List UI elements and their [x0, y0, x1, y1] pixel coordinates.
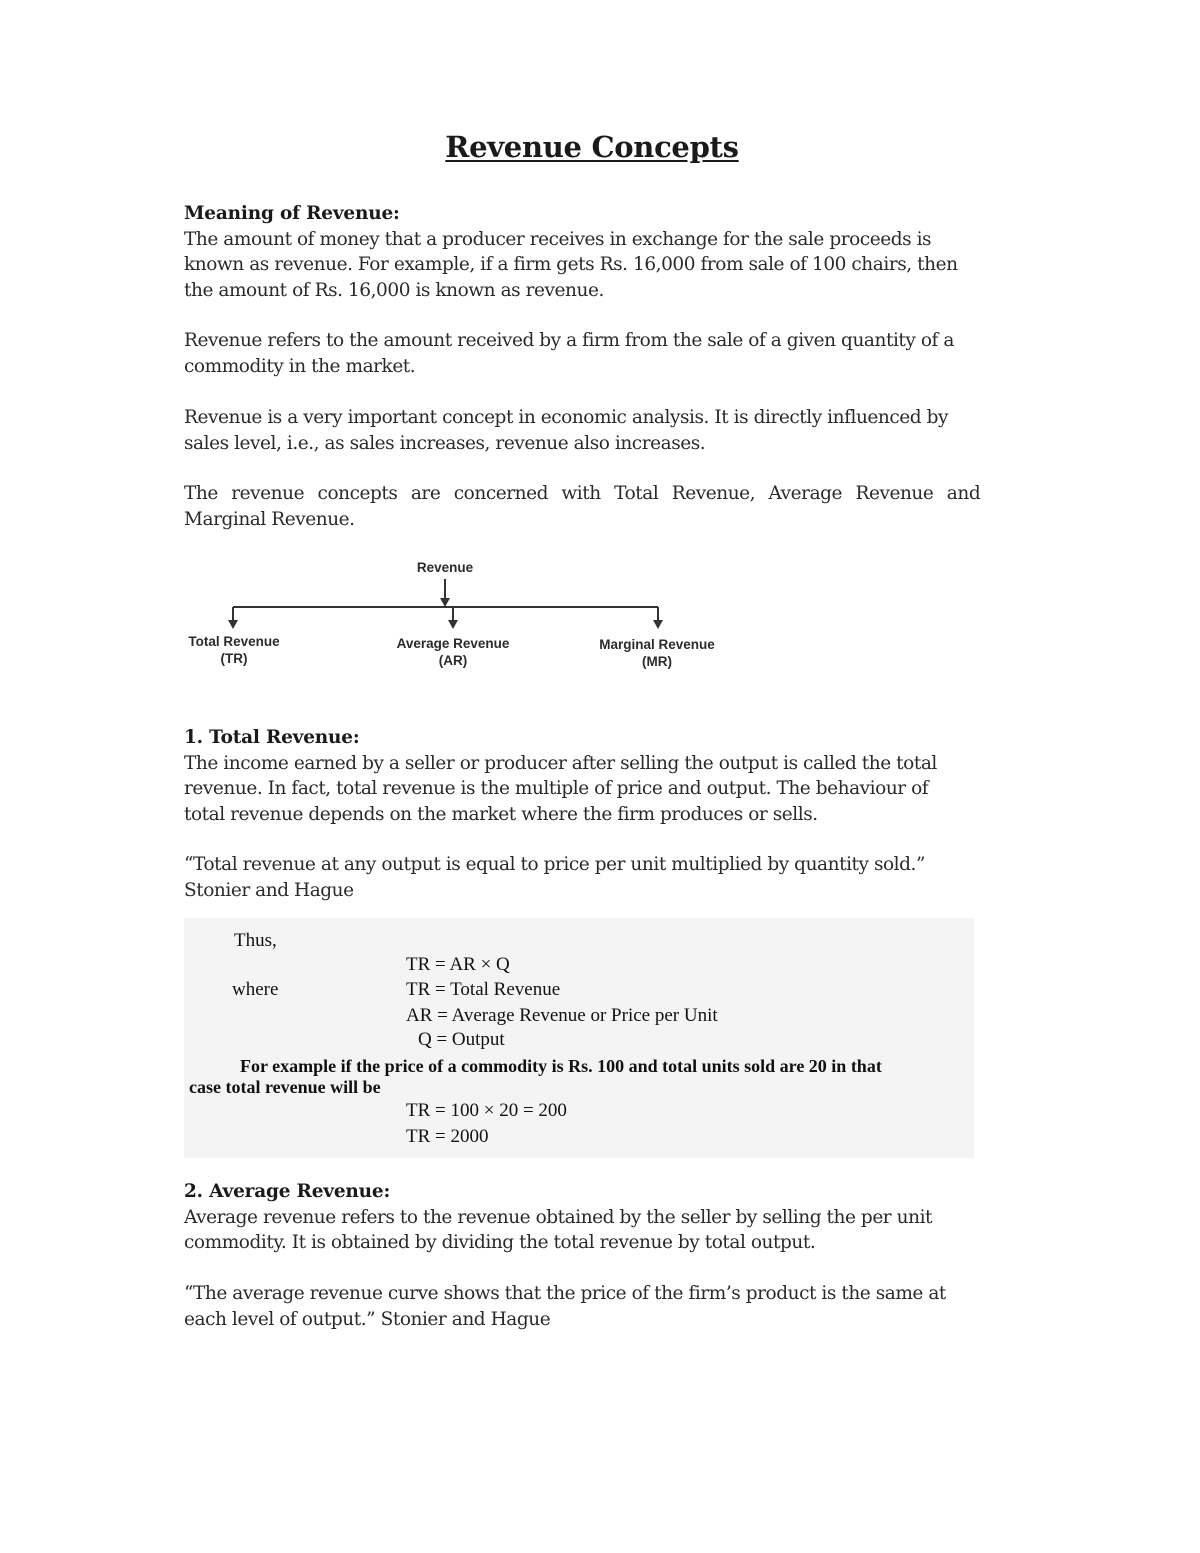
- para2-line-1: Revenue refers to the amount received by a firm from the sale of a given quantity of a: [184, 330, 954, 351]
- tr-abbrev: (TR): [220, 651, 248, 666]
- total-revenue-heading: 1. Total Revenue:: [184, 727, 360, 748]
- tr-quote-line-2: Stonier and Hague: [184, 879, 354, 901]
- para2-line-2: commodity in the market.: [184, 355, 416, 377]
- mr-abbrev: (MR): [642, 654, 672, 669]
- total-revenue-quote: [184, 852, 1016, 903]
- average-revenue-section: [184, 1179, 1016, 1256]
- meaning-section: [184, 201, 1016, 303]
- formula-def-q: Q = Output: [418, 1029, 505, 1050]
- ar-arrowhead: [448, 620, 458, 629]
- tr-label: Total Revenue: [188, 634, 280, 649]
- para3-line-2: sales level, i.e., as sales increases, revenue also increases.: [184, 432, 706, 454]
- formula-def-ar: AR = Average Revenue or Price per Unit: [406, 1005, 718, 1026]
- formula-def-tr: TR = Total Revenue: [406, 979, 561, 1000]
- root-arrowhead: [440, 598, 450, 607]
- total-revenue-section: [184, 725, 1016, 827]
- average-revenue-heading: 2. Average Revenue:: [184, 1181, 391, 1202]
- page-title: Revenue Concepts: [445, 130, 739, 164]
- ar-label: Average Revenue: [396, 636, 510, 651]
- tr-line-1: The income earned by a seller or producer after selling the output is called the total: [184, 752, 937, 774]
- formula-thus: Thus,: [234, 930, 277, 951]
- formula-box: [184, 918, 974, 1158]
- ar-quote-line-2: each level of output.” Stonier and Hague: [184, 1308, 551, 1330]
- tr-arrowhead: [228, 620, 238, 629]
- diagram-node-tr: [178, 633, 290, 667]
- diagram-node-ar: [388, 635, 518, 669]
- formula-calc-1: TR = 100 × 20 = 200: [406, 1100, 567, 1121]
- mr-label: Marginal Revenue: [599, 637, 715, 652]
- formula-eq-tr: TR = AR × Q: [406, 954, 510, 975]
- ar-line-1: Average revenue refers to the revenue obtained by the seller by selling the per unit: [184, 1206, 933, 1228]
- tr-line-3: total revenue depends on the market where the firm produces or sells.: [184, 803, 818, 825]
- ar-line-2: commodity. It is obtained by dividing the total revenue by total output.: [184, 1232, 816, 1254]
- para3-line-1: Revenue is a very important concept in economic analysis. It is directly influenced by: [184, 407, 948, 428]
- meaning-line-3: the amount of Rs. 16,000 is known as revenue.: [184, 279, 604, 301]
- paragraph-4: [184, 481, 1016, 532]
- para4-line-1: The revenue concepts are concerned with Total Revenue, Average Revenue and: [184, 483, 981, 504]
- formula-where: where: [232, 979, 279, 1000]
- formula-example-line-2: case total revenue will be: [189, 1077, 381, 1097]
- tr-line-2: revenue. In fact, total revenue is the multiple of price and output. The behaviour of: [184, 778, 929, 800]
- meaning-heading: Meaning of Revenue:: [184, 203, 400, 224]
- diagram-node-mr: [592, 636, 722, 670]
- paragraph-2: [184, 328, 1016, 379]
- meaning-line-2: known as revenue. For example, if a firm gets Rs. 16,000 from sale of 100 chairs, then: [184, 254, 958, 276]
- ar-abbrev: (AR): [438, 653, 468, 668]
- paragraph-3: [184, 405, 1016, 456]
- average-revenue-quote: [184, 1281, 1016, 1332]
- ar-quote-line-1: “The average revenue curve shows that the price of the firm’s product is the same at: [184, 1283, 946, 1304]
- tr-quote-line-1: “Total revenue at any output is equal to price per unit multiplied by quantity sold.”: [184, 854, 925, 875]
- formula-example-line-1: For example if the price of a commodity is Rs. 100 and total units sold are 20 in that: [240, 1056, 882, 1076]
- diagram-root-label: Revenue: [416, 560, 474, 575]
- revenue-diagram: [178, 553, 738, 683]
- para4-line-2: Marginal Revenue.: [184, 508, 355, 530]
- mr-arrowhead: [653, 620, 663, 629]
- formula-calc-2: TR = 2000: [406, 1126, 489, 1147]
- meaning-line-1: The amount of money that a producer receives in exchange for the sale proceeds is: [184, 228, 932, 250]
